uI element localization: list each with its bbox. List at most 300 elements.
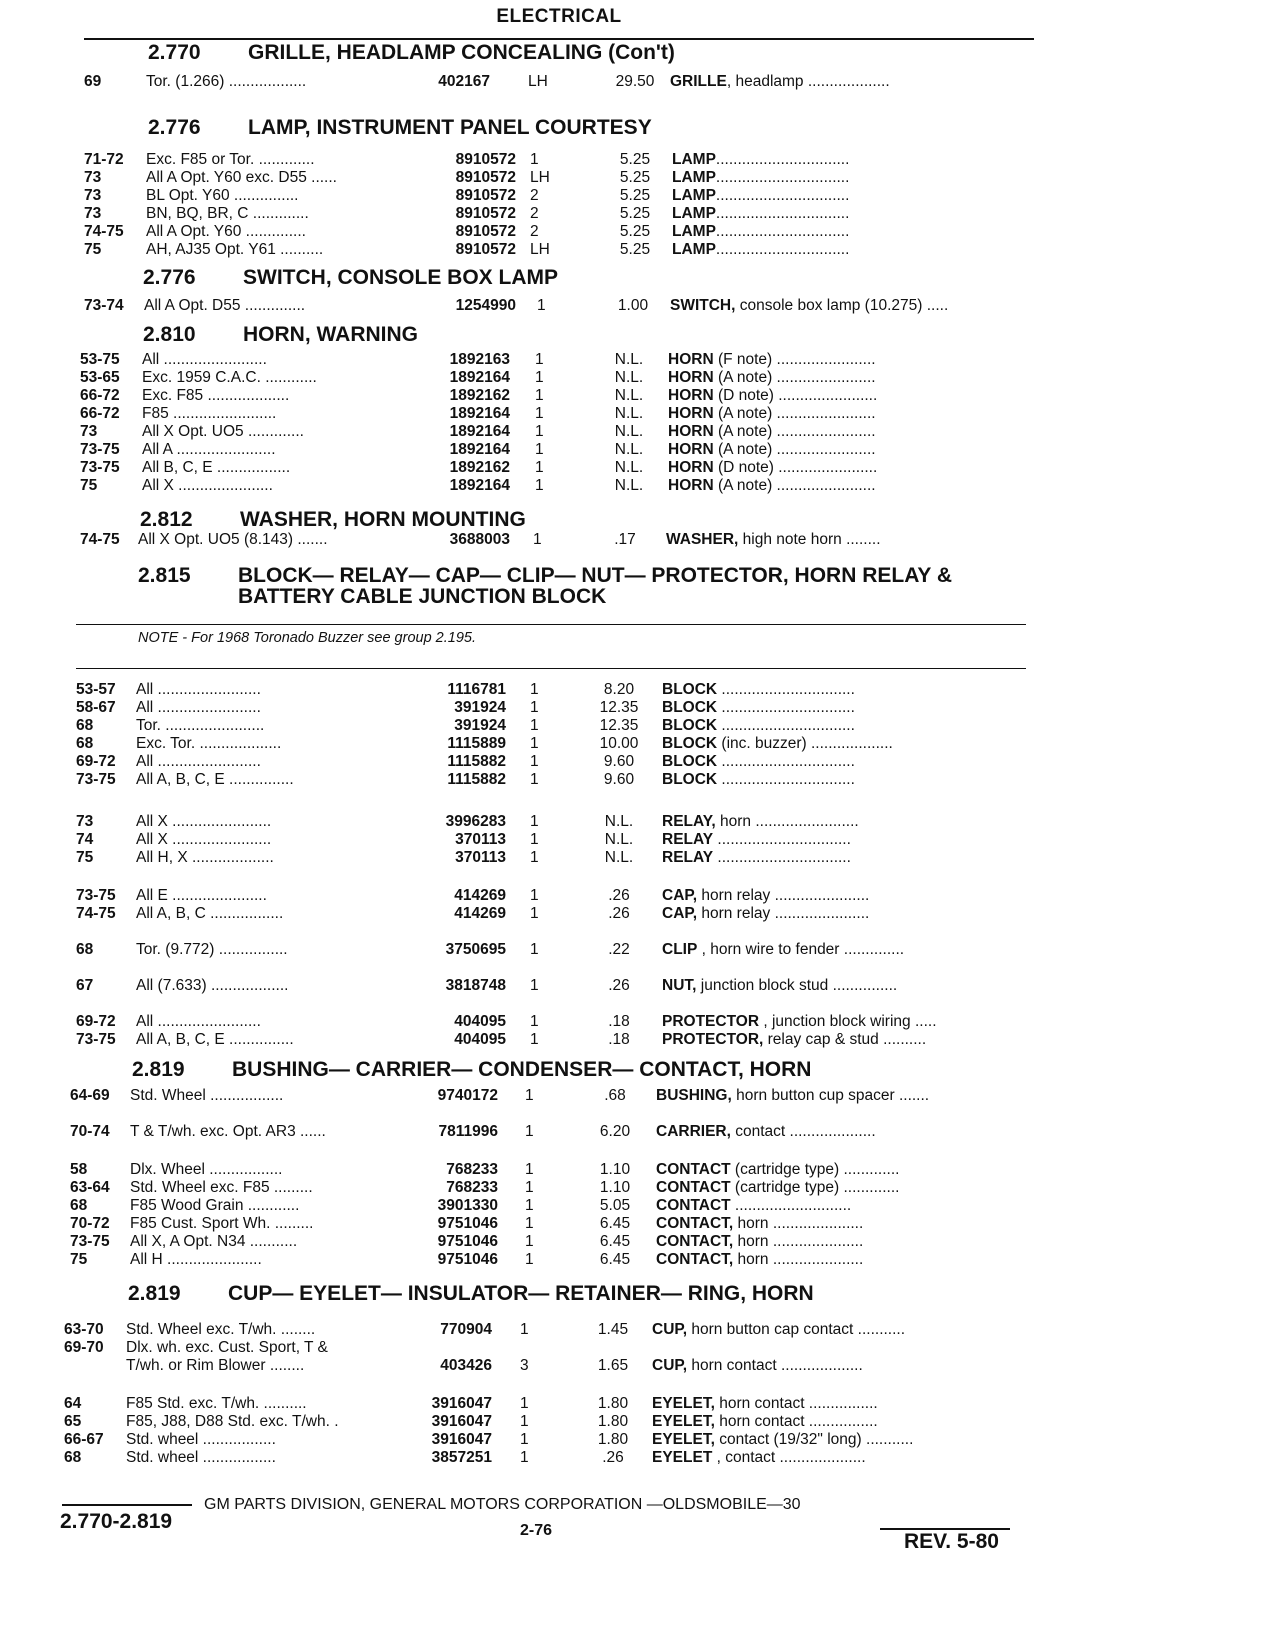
model-years: 70-72 bbox=[70, 1215, 110, 1232]
price: 12.35 bbox=[599, 699, 639, 716]
application: Std. Wheel exc. T/wh. ........ bbox=[126, 1321, 316, 1338]
part-detail: horn relay ...................... bbox=[697, 905, 870, 922]
part-detail: horn button cap contact ........... bbox=[687, 1321, 906, 1338]
part-description bbox=[668, 476, 1028, 495]
price: 1.80 bbox=[597, 1413, 629, 1430]
part-detail: (A note) ....................... bbox=[713, 405, 876, 422]
application: Dlx. wh. exc. Cust. Sport, T & bbox=[126, 1339, 328, 1356]
part-row bbox=[0, 976, 1280, 995]
part-name: HORN bbox=[668, 423, 714, 440]
part-name: EYELET, bbox=[652, 1413, 715, 1430]
quantity: 1 bbox=[537, 297, 546, 314]
application: F85 Std. exc. T/wh. .......... bbox=[126, 1395, 307, 1412]
price: N.L. bbox=[614, 441, 644, 458]
part-number: 3996283 bbox=[445, 813, 506, 830]
part-description bbox=[668, 458, 1028, 477]
model-years: 74-75 bbox=[84, 223, 124, 240]
part-description bbox=[656, 1178, 1016, 1197]
part-number: 8910572 bbox=[455, 241, 516, 258]
part-number: 1892164 bbox=[449, 405, 510, 422]
model-years: 63-70 bbox=[64, 1321, 104, 1338]
part-row bbox=[0, 1196, 1280, 1215]
quantity: 1 bbox=[530, 813, 539, 830]
part-name: CLIP bbox=[662, 941, 698, 958]
application: All X ....................... bbox=[136, 813, 272, 830]
part-row bbox=[0, 476, 1280, 495]
part-number: 1115882 bbox=[447, 753, 506, 770]
part-row bbox=[0, 698, 1280, 717]
part-description bbox=[652, 1412, 1012, 1431]
part-description bbox=[668, 422, 1028, 441]
part-row bbox=[0, 1320, 1280, 1339]
section-title: WASHER, HORN MOUNTING bbox=[240, 508, 526, 531]
quantity: LH bbox=[530, 169, 550, 186]
part-detail: ............................... bbox=[713, 831, 851, 848]
part-description bbox=[662, 716, 1022, 735]
part-row bbox=[0, 1012, 1280, 1031]
application: Tor. ....................... bbox=[136, 717, 265, 734]
part-number: 9751046 bbox=[437, 1251, 498, 1268]
part-name: SWITCH, bbox=[670, 297, 736, 314]
part-description bbox=[670, 72, 1030, 91]
price: .26 bbox=[608, 887, 630, 904]
model-years: 70-74 bbox=[70, 1123, 110, 1140]
part-description bbox=[668, 440, 1028, 459]
part-row bbox=[0, 1430, 1280, 1449]
model-years: 69-72 bbox=[76, 1013, 116, 1030]
part-number: 1892164 bbox=[449, 441, 510, 458]
part-row bbox=[0, 680, 1280, 699]
part-detail: ........................... bbox=[730, 1197, 852, 1214]
header-rule bbox=[84, 38, 1034, 40]
part-number: 1116781 bbox=[447, 681, 506, 698]
application: Tor. (9.772) ................ bbox=[136, 941, 288, 958]
price: N.L. bbox=[614, 459, 644, 476]
price: 5.05 bbox=[599, 1197, 631, 1214]
price: 5.25 bbox=[619, 241, 651, 258]
part-name: CONTACT, bbox=[656, 1233, 734, 1250]
footer-division: GM PARTS DIVISION, GENERAL MOTORS CORPORATION —OLDSMOBILE—30 bbox=[204, 1496, 801, 1513]
quantity: 1 bbox=[535, 423, 544, 440]
part-row bbox=[0, 940, 1280, 959]
part-detail: ............................... bbox=[713, 849, 851, 866]
quantity: 1 bbox=[520, 1321, 529, 1338]
application: Std. Wheel exc. F85 ......... bbox=[130, 1179, 313, 1196]
price: N.L. bbox=[614, 351, 644, 368]
model-years: 74 bbox=[76, 831, 94, 848]
part-detail: ............................... bbox=[715, 187, 850, 204]
section-title: HORN, WARNING bbox=[243, 323, 418, 346]
application: All ........................ bbox=[136, 699, 261, 716]
price: 29.50 bbox=[615, 73, 655, 90]
model-years: 73-75 bbox=[70, 1233, 110, 1250]
part-number: 9740172 bbox=[437, 1087, 498, 1104]
price: .18 bbox=[608, 1031, 630, 1048]
part-row bbox=[0, 1214, 1280, 1233]
part-detail: horn ..................... bbox=[733, 1233, 864, 1250]
part-description bbox=[662, 1012, 1022, 1031]
application: Exc. 1959 C.A.C. ............ bbox=[142, 369, 317, 386]
application: All E ...................... bbox=[136, 887, 267, 904]
part-number: 768233 bbox=[446, 1161, 498, 1178]
quantity: 3 bbox=[520, 1357, 529, 1374]
part-row bbox=[0, 296, 1280, 315]
part-description bbox=[652, 1356, 1012, 1375]
section-number: 2.819 bbox=[132, 1058, 185, 1081]
part-name: BLOCK bbox=[662, 753, 718, 770]
part-description bbox=[662, 904, 1022, 923]
model-years: 75 bbox=[80, 477, 98, 494]
part-name: LAMP bbox=[672, 151, 716, 168]
application: BL Opt. Y60 ............... bbox=[146, 187, 299, 204]
quantity: 1 bbox=[520, 1449, 529, 1466]
part-row bbox=[0, 752, 1280, 771]
part-name: LAMP bbox=[672, 187, 716, 204]
part-description bbox=[672, 222, 1032, 241]
quantity: 2 bbox=[530, 205, 539, 222]
price: 1.80 bbox=[597, 1395, 629, 1412]
part-number: 404095 bbox=[454, 1031, 506, 1048]
part-description bbox=[652, 1394, 1012, 1413]
part-name: RELAY bbox=[662, 849, 714, 866]
model-years: 73-75 bbox=[80, 459, 120, 476]
price: .17 bbox=[614, 531, 636, 548]
section-number: 2.810 bbox=[143, 323, 196, 346]
part-number: 391924 bbox=[454, 699, 506, 716]
price: .68 bbox=[604, 1087, 626, 1104]
part-detail: horn contact ................ bbox=[714, 1413, 878, 1430]
part-detail: , contact .................... bbox=[712, 1449, 866, 1466]
price: 1.10 bbox=[599, 1161, 631, 1178]
price: N.L. bbox=[614, 477, 644, 494]
part-description bbox=[672, 168, 1032, 187]
part-name: HORN bbox=[668, 477, 714, 494]
note-rule-top bbox=[76, 624, 1026, 625]
section-number: 2.770 bbox=[148, 41, 201, 64]
price: 6.45 bbox=[599, 1215, 631, 1232]
part-number: 402167 bbox=[438, 73, 490, 90]
section-title: SWITCH, CONSOLE BOX LAMP bbox=[243, 266, 558, 289]
part-name: BLOCK bbox=[662, 771, 718, 788]
part-number: 1892164 bbox=[449, 477, 510, 494]
part-description bbox=[656, 1214, 1016, 1233]
price: N.L. bbox=[614, 369, 644, 386]
price: .26 bbox=[608, 905, 630, 922]
part-name: BLOCK bbox=[662, 699, 718, 716]
part-description bbox=[668, 350, 1028, 369]
part-name: CAP, bbox=[662, 887, 698, 904]
part-name: RELAY, bbox=[662, 813, 716, 830]
application: All A Opt. Y60 exc. D55 ...... bbox=[146, 169, 337, 186]
application: F85 Cust. Sport Wh. ......... bbox=[130, 1215, 314, 1232]
part-name: LAMP bbox=[672, 169, 716, 186]
application: All ........................ bbox=[142, 351, 267, 368]
quantity: 1 bbox=[530, 887, 539, 904]
part-detail: console box lamp (10.275) ..... bbox=[735, 297, 949, 314]
part-detail: horn button cup spacer ....... bbox=[731, 1087, 930, 1104]
section-number: 2.776 bbox=[143, 266, 196, 289]
price: 1.00 bbox=[617, 297, 649, 314]
part-description bbox=[672, 204, 1032, 223]
price: 5.25 bbox=[619, 223, 651, 240]
quantity: 1 bbox=[530, 771, 539, 788]
footer-revision: REV. 5-80 bbox=[904, 1530, 999, 1553]
part-row bbox=[0, 1122, 1280, 1141]
part-description bbox=[656, 1196, 1016, 1215]
model-years: 73-74 bbox=[84, 297, 124, 314]
part-description bbox=[662, 940, 1022, 959]
model-years: 65 bbox=[64, 1413, 82, 1430]
application: All X ...................... bbox=[142, 477, 273, 494]
part-number: 3901330 bbox=[437, 1197, 498, 1214]
application: T & T/wh. exc. Opt. AR3 ...... bbox=[130, 1123, 326, 1140]
part-description bbox=[662, 734, 1022, 753]
application: All A, B, C, E ............... bbox=[136, 771, 294, 788]
quantity: 1 bbox=[535, 459, 544, 476]
part-detail: ............................... bbox=[717, 753, 855, 770]
part-row bbox=[0, 404, 1280, 423]
part-description bbox=[656, 1232, 1016, 1251]
quantity: 1 bbox=[535, 351, 544, 368]
price: 1.65 bbox=[597, 1357, 629, 1374]
model-years: 66-67 bbox=[64, 1431, 104, 1448]
model-years: 53-57 bbox=[76, 681, 116, 698]
quantity: 2 bbox=[530, 187, 539, 204]
quantity: 1 bbox=[525, 1215, 534, 1232]
part-name: HORN bbox=[668, 441, 714, 458]
application: Dlx. Wheel ................. bbox=[130, 1161, 283, 1178]
note-rule-bottom bbox=[76, 668, 1026, 669]
model-years: 69-72 bbox=[76, 753, 116, 770]
part-description bbox=[656, 1122, 1016, 1141]
part-description bbox=[662, 830, 1022, 849]
quantity: 1 bbox=[525, 1161, 534, 1178]
part-description bbox=[672, 150, 1032, 169]
part-name: EYELET, bbox=[652, 1395, 715, 1412]
application: Exc. Tor. ................... bbox=[136, 735, 282, 752]
part-number: 8910572 bbox=[455, 205, 516, 222]
price: 1.10 bbox=[599, 1179, 631, 1196]
part-number: 1115889 bbox=[447, 735, 506, 752]
part-detail: horn contact ................... bbox=[687, 1357, 863, 1374]
section-title: BUSHING— CARRIER— CONDENSER— CONTACT, HORN bbox=[232, 1058, 812, 1081]
part-row bbox=[0, 530, 1280, 549]
application: All A ....................... bbox=[142, 441, 276, 458]
part-name: BLOCK bbox=[662, 735, 718, 752]
application: F85, J88, D88 Std. exc. T/wh. . bbox=[126, 1413, 339, 1430]
part-detail: ............................... bbox=[717, 699, 855, 716]
part-name: LAMP bbox=[672, 223, 716, 240]
part-number: 1115882 bbox=[447, 771, 506, 788]
model-years: 68 bbox=[76, 735, 94, 752]
model-years: 73 bbox=[84, 187, 102, 204]
price: N.L. bbox=[604, 831, 634, 848]
part-name: BUSHING, bbox=[656, 1087, 732, 1104]
price: 5.25 bbox=[619, 187, 651, 204]
part-detail: (A note) ....................... bbox=[713, 477, 876, 494]
part-row bbox=[0, 458, 1280, 477]
model-years: 53-65 bbox=[80, 369, 120, 386]
part-name: HORN bbox=[668, 351, 714, 368]
application: All A, B, C ................. bbox=[136, 905, 284, 922]
section-number: 2.819 bbox=[128, 1282, 181, 1305]
quantity: 1 bbox=[535, 369, 544, 386]
application: All (7.633) .................. bbox=[136, 977, 289, 994]
quantity: 1 bbox=[530, 1031, 539, 1048]
quantity: 1 bbox=[530, 681, 539, 698]
part-row bbox=[0, 770, 1280, 789]
part-number: 768233 bbox=[446, 1179, 498, 1196]
part-number: 414269 bbox=[454, 887, 506, 904]
part-description bbox=[652, 1430, 1012, 1449]
part-name: WASHER, bbox=[666, 531, 739, 548]
part-row bbox=[0, 734, 1280, 753]
price: .22 bbox=[608, 941, 630, 958]
part-description bbox=[672, 186, 1032, 205]
application: Tor. (1.266) .................. bbox=[146, 73, 307, 90]
price: 5.25 bbox=[619, 151, 651, 168]
part-number: 3916047 bbox=[431, 1431, 492, 1448]
price: .26 bbox=[608, 977, 630, 994]
part-number: 1254990 bbox=[455, 297, 516, 314]
part-number: 370113 bbox=[455, 831, 506, 848]
price: 10.00 bbox=[599, 735, 639, 752]
part-number: 1892162 bbox=[449, 387, 510, 404]
quantity: 1 bbox=[520, 1395, 529, 1412]
application: Exc. F85 or Tor. ............. bbox=[146, 151, 315, 168]
model-years: 73 bbox=[84, 169, 102, 186]
part-detail: contact .................... bbox=[730, 1123, 876, 1140]
part-description bbox=[652, 1320, 1012, 1339]
part-detail: , junction block wiring ..... bbox=[759, 1013, 937, 1030]
part-name: EYELET, bbox=[652, 1431, 715, 1448]
part-number: 8910572 bbox=[455, 169, 516, 186]
section-number: 2.776 bbox=[148, 116, 201, 139]
quantity: 1 bbox=[530, 753, 539, 770]
model-years: 73-75 bbox=[80, 441, 120, 458]
quantity: 1 bbox=[520, 1413, 529, 1430]
part-name: RELAY bbox=[662, 831, 714, 848]
model-years: 66-72 bbox=[80, 405, 120, 422]
part-row bbox=[0, 1338, 1280, 1357]
part-number: 3750695 bbox=[445, 941, 506, 958]
application: F85 Wood Grain ............ bbox=[130, 1197, 300, 1214]
quantity: 1 bbox=[525, 1087, 534, 1104]
part-name: CONTACT, bbox=[656, 1215, 734, 1232]
part-number: 1892163 bbox=[449, 351, 510, 368]
part-number: 770904 bbox=[440, 1321, 492, 1338]
quantity: 1 bbox=[535, 405, 544, 422]
part-description bbox=[662, 976, 1022, 995]
section-number: 2.812 bbox=[140, 508, 193, 531]
application: All ........................ bbox=[136, 1013, 261, 1030]
part-detail: junction block stud ............... bbox=[696, 977, 898, 994]
quantity: 1 bbox=[525, 1179, 534, 1196]
application: All ........................ bbox=[136, 681, 261, 698]
quantity: 1 bbox=[525, 1251, 534, 1268]
quantity: 1 bbox=[535, 441, 544, 458]
section-title: CUP— EYELET— INSULATOR— RETAINER— RING, HORN bbox=[228, 1282, 814, 1305]
application: All H, X ................... bbox=[136, 849, 274, 866]
part-row bbox=[0, 904, 1280, 923]
section-title: BLOCK— RELAY— CAP— CLIP— NUT— PROTECTOR, HORN RELAY & BATTERY CABLE JUNCTION BLOCK bbox=[238, 564, 953, 608]
model-years: 64 bbox=[64, 1395, 82, 1412]
part-name: GRILLE bbox=[670, 73, 727, 90]
part-number: 7811996 bbox=[438, 1123, 498, 1140]
part-number: 9751046 bbox=[437, 1215, 498, 1232]
quantity: 1 bbox=[535, 387, 544, 404]
part-number: 3916047 bbox=[431, 1395, 492, 1412]
part-description bbox=[662, 812, 1022, 831]
quantity: 1 bbox=[530, 941, 539, 958]
model-years: 73 bbox=[84, 205, 102, 222]
price: 8.20 bbox=[603, 681, 635, 698]
footer-page-number: 2-76 bbox=[520, 1522, 553, 1539]
part-row bbox=[0, 812, 1280, 831]
part-description bbox=[672, 240, 1032, 259]
part-name: CONTACT bbox=[656, 1161, 731, 1178]
model-years: 58-67 bbox=[76, 699, 116, 716]
application: Std. wheel ................. bbox=[126, 1449, 276, 1466]
part-row bbox=[0, 1356, 1280, 1375]
part-description bbox=[662, 1030, 1022, 1049]
model-years: 68 bbox=[64, 1449, 82, 1466]
part-detail: contact (19/32" long) ........... bbox=[714, 1431, 914, 1448]
part-number: 404095 bbox=[454, 1013, 506, 1030]
price: 6.45 bbox=[599, 1251, 631, 1268]
part-description bbox=[662, 698, 1022, 717]
part-number: 370113 bbox=[455, 849, 506, 866]
part-detail: horn ........................ bbox=[715, 813, 859, 830]
part-row bbox=[0, 440, 1280, 459]
quantity: 1 bbox=[530, 151, 539, 168]
part-description bbox=[666, 530, 1026, 549]
application: All X, A Opt. N34 ........... bbox=[130, 1233, 298, 1250]
part-row bbox=[0, 350, 1280, 369]
quantity: 1 bbox=[520, 1431, 529, 1448]
price: 1.80 bbox=[597, 1431, 629, 1448]
footer-rule-left bbox=[62, 1504, 192, 1506]
quantity: 1 bbox=[530, 977, 539, 994]
part-name: HORN bbox=[668, 405, 714, 422]
part-name: HORN bbox=[668, 369, 714, 386]
part-description bbox=[656, 1086, 1016, 1105]
quantity: 2 bbox=[530, 223, 539, 240]
part-detail: ............................... bbox=[715, 205, 850, 222]
model-years: 68 bbox=[70, 1197, 88, 1214]
quantity: 1 bbox=[530, 849, 539, 866]
part-row bbox=[0, 386, 1280, 405]
section-title: GRILLE, HEADLAMP CONCEALING (Con't) bbox=[248, 41, 675, 64]
part-number: 8910572 bbox=[455, 151, 516, 168]
part-detail: ............................... bbox=[717, 681, 855, 698]
application: All X Opt. UO5 ............. bbox=[142, 423, 304, 440]
part-detail: ............................... bbox=[715, 241, 850, 258]
model-years: 67 bbox=[76, 977, 94, 994]
part-detail: (A note) ....................... bbox=[713, 423, 876, 440]
price: 5.25 bbox=[619, 205, 651, 222]
model-years: 68 bbox=[76, 717, 94, 734]
part-description bbox=[656, 1160, 1016, 1179]
part-detail: ............................... bbox=[717, 771, 855, 788]
model-years: 75 bbox=[84, 241, 102, 258]
quantity: LH bbox=[528, 73, 548, 90]
part-number: 9751046 bbox=[437, 1233, 498, 1250]
part-detail: horn ..................... bbox=[733, 1215, 864, 1232]
section-number: 2.815 bbox=[138, 564, 191, 587]
part-name: CUP, bbox=[652, 1321, 688, 1338]
application: T/wh. or Rim Blower ........ bbox=[126, 1357, 305, 1374]
